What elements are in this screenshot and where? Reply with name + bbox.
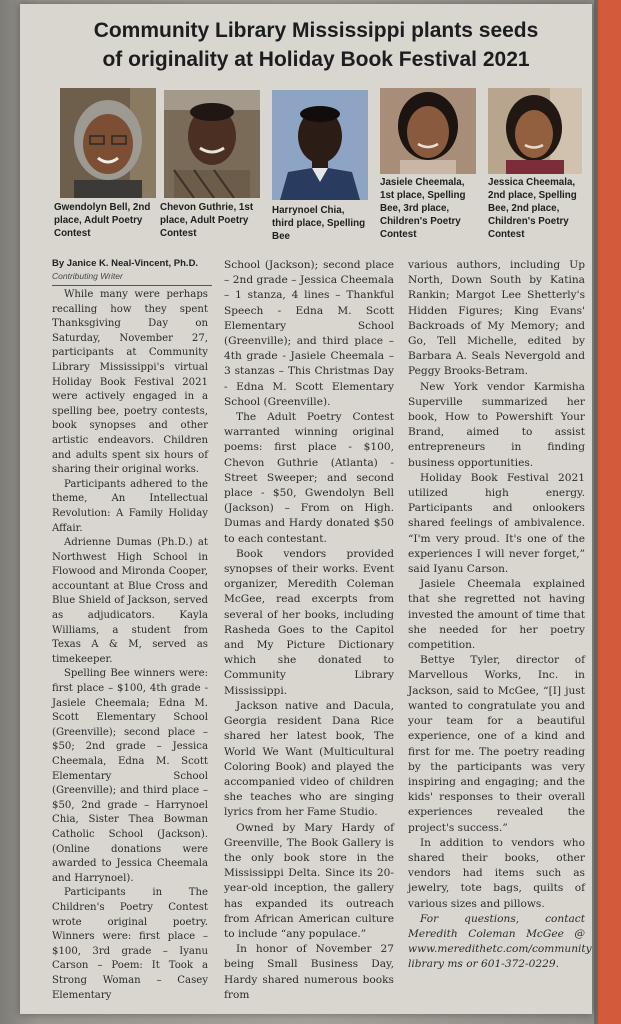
paragraph: Holiday Book Festival 2021 utilized high energy. Participants and onlookers shared feelings of ambivalence. “I'm very proud. It's one of the experiences I will never forget,” said Iyanu Carson. <box>408 471 585 576</box>
paragraph: Spelling Bee winners were: first place – $100, 4th grade - Jasiele Cheemala; Edna M. Scott Elementary School (Greenville); second place – $50; 2nd grade – Jessica Cheemala, Edna M. Scott Elementary School (Greenville); and third place – $50, 2nd grade – Harrynoel Chia, Sister Thea Bowman Catholic School (Jackson). (Online donations were awarded to Jessica Cheemala and Harrynoel). <box>52 668 208 884</box>
paragraph: Jackson native and Dacula, Georgia resident Dana Rice shared her latest book, The World We Want (Multicultural Coloring Book) and played the accompanied video of children she teaches who are singing lyrics from her Fame Studio. <box>224 699 394 819</box>
paragraph: Adrienne Dumas (Ph.D.) at Northwest High School in Flowood and Mironda Cooper, accountant at Blue Cross and Blue Shield of Jackson, served as adjudicators. Kayla Williams, a student from Texas A & M, served as timekeeper. <box>52 537 208 665</box>
background-orange-panel <box>598 0 621 1024</box>
headline <box>40 16 592 74</box>
contact-paragraph: For questions, contact Meredith Coleman McGee @ www.meredithetc.com/community library ms or 601-372-0229. <box>408 912 592 971</box>
photo-jasiele-cheemala <box>380 88 476 174</box>
article-column-3 <box>408 258 592 973</box>
paragraph: Jasiele Cheemala explained that she regretted not having invested the amount of time that she needed for her poetry competition. <box>408 578 585 652</box>
photo-harrynoel-chia <box>272 90 368 200</box>
paragraph: New York vendor Karmisha Superville summarized her book, How to Powershift Your Brand, aimed to assist entrepreneurs in finding business opportunities. <box>408 380 585 469</box>
headline-line-1: Community Library Mississippi plants seeds <box>93 19 539 42</box>
paragraph: Participants in The Children's Poetry Contest wrote original poetry. Winners were: first place – $100, 3rd grade – Iyanu Carson – Poem: It Took a Strong Woman – Casey Elementary <box>52 887 208 1001</box>
paragraph: The Adult Poetry Contest warranted winning original poems: first place - $100, Chevon Guthrie (Atlanta) - Street Sweeper; and second place - $50, Gwendolyn Bell (Jackson) – From on High. Dumas and Hardy donated $50 to each contestant. <box>224 411 394 545</box>
paragraph: In addition to vendors who shared their books, other vendors had items such as jewelry, tote bags, quilts of various sizes and pillows. <box>408 836 585 910</box>
caption-chevon-guthrie: Chevon Guthrie, 1st place, Adult Poetry Contest <box>160 202 254 239</box>
paragraph: In honor of November 27 being Small Business Day, Hardy shared numerous books from <box>224 943 394 1001</box>
paragraph: Book vendors provided synopses of their works. Event organizer, Meredith Coleman McGee, read excerpts from several of her books, including Rasheda Goes to the Capitol and My Picture Dictionary which she donated to Community Library Mississippi. <box>224 547 394 697</box>
paragraph: various authors, including Up North, Down South by Katina Rankin; Margot Lee Shetterly's Hidden Figures; King Evans' Backroads of My Memory; and Go, Tell Michelle, edited by Barbara A. Seals Nevergold and Peggy Brooks-Betram. <box>408 259 585 378</box>
article-column-2 <box>224 258 394 1003</box>
caption-gwendolyn-bell: Gwendolyn Bell, 2nd place, Adult Poetry Contest <box>54 202 151 239</box>
photo-gwendolyn-bell <box>60 88 156 198</box>
byline-role: Contributing Writer <box>52 271 123 281</box>
caption-jasiele-cheemala: Jasiele Cheemala, 1st place, Spelling Bee, 3rd place, Children's Poetry Contest <box>380 177 466 240</box>
paragraph: While many were perhaps recalling how they spent Thanksgiving Day on Saturday, November 27, participants at Community Library Mississippi's virtual Holiday Book Festival 2021 were actively engaged in a spelling bee, poetry contests, book synopses and other artistic endeavors. Children and adults spent six hours of sharing their original works. <box>52 289 208 476</box>
byline-rule <box>52 285 212 286</box>
photo-jessica-cheemala <box>488 88 582 174</box>
article-column-1 <box>52 288 208 1003</box>
paragraph: Bettye Tyler, director of Marvellous Works, Inc. in Jackson, said to McGee, “[I] just wanted to congratulate you and your team for a beautiful experience, one of a kind and first for me. The poetry reading by the participants was very inspiring and engaging; and the kids' responses to their overall experiences revealed the project's success.” <box>408 654 585 834</box>
paragraph: Owned by Mary Hardy of Greenville, The Book Gallery is the only book store in the Mississippi Delta. Since its 20-year-old inception, the gallery has expanded its outreach from African American culture to include “any populace.” <box>224 821 394 940</box>
caption-jessica-cheemala: Jessica Cheemala, 2nd place, Spelling Bee, 2nd place, Children's Poetry Contest <box>488 177 577 240</box>
headline-line-2: of originality at Holiday Book Festival 2021 <box>102 48 530 71</box>
paragraph: Participants adhered to the theme, An Intellectual Revolution: A Family Holiday Affair. <box>52 478 208 534</box>
byline-author: By Janice K. Neal-Vincent, Ph.D. <box>52 258 199 269</box>
photo-chevon-guthrie <box>164 90 260 198</box>
caption-harrynoel-chia: Harrynoel Chia, third place, Spelling Bee <box>272 205 366 242</box>
paragraph: School (Jackson); second place – 2nd grade – Jessica Cheemala – 1 stanza, 4 lines – Thankful Speech - Edna M. Scott Elementary School (Greenville); and third place – 4th grade - Jasiele Cheemala – 3 stanzas – This Christmas Day - Edna M. Scott Elementary School (Greenville). <box>224 259 394 408</box>
